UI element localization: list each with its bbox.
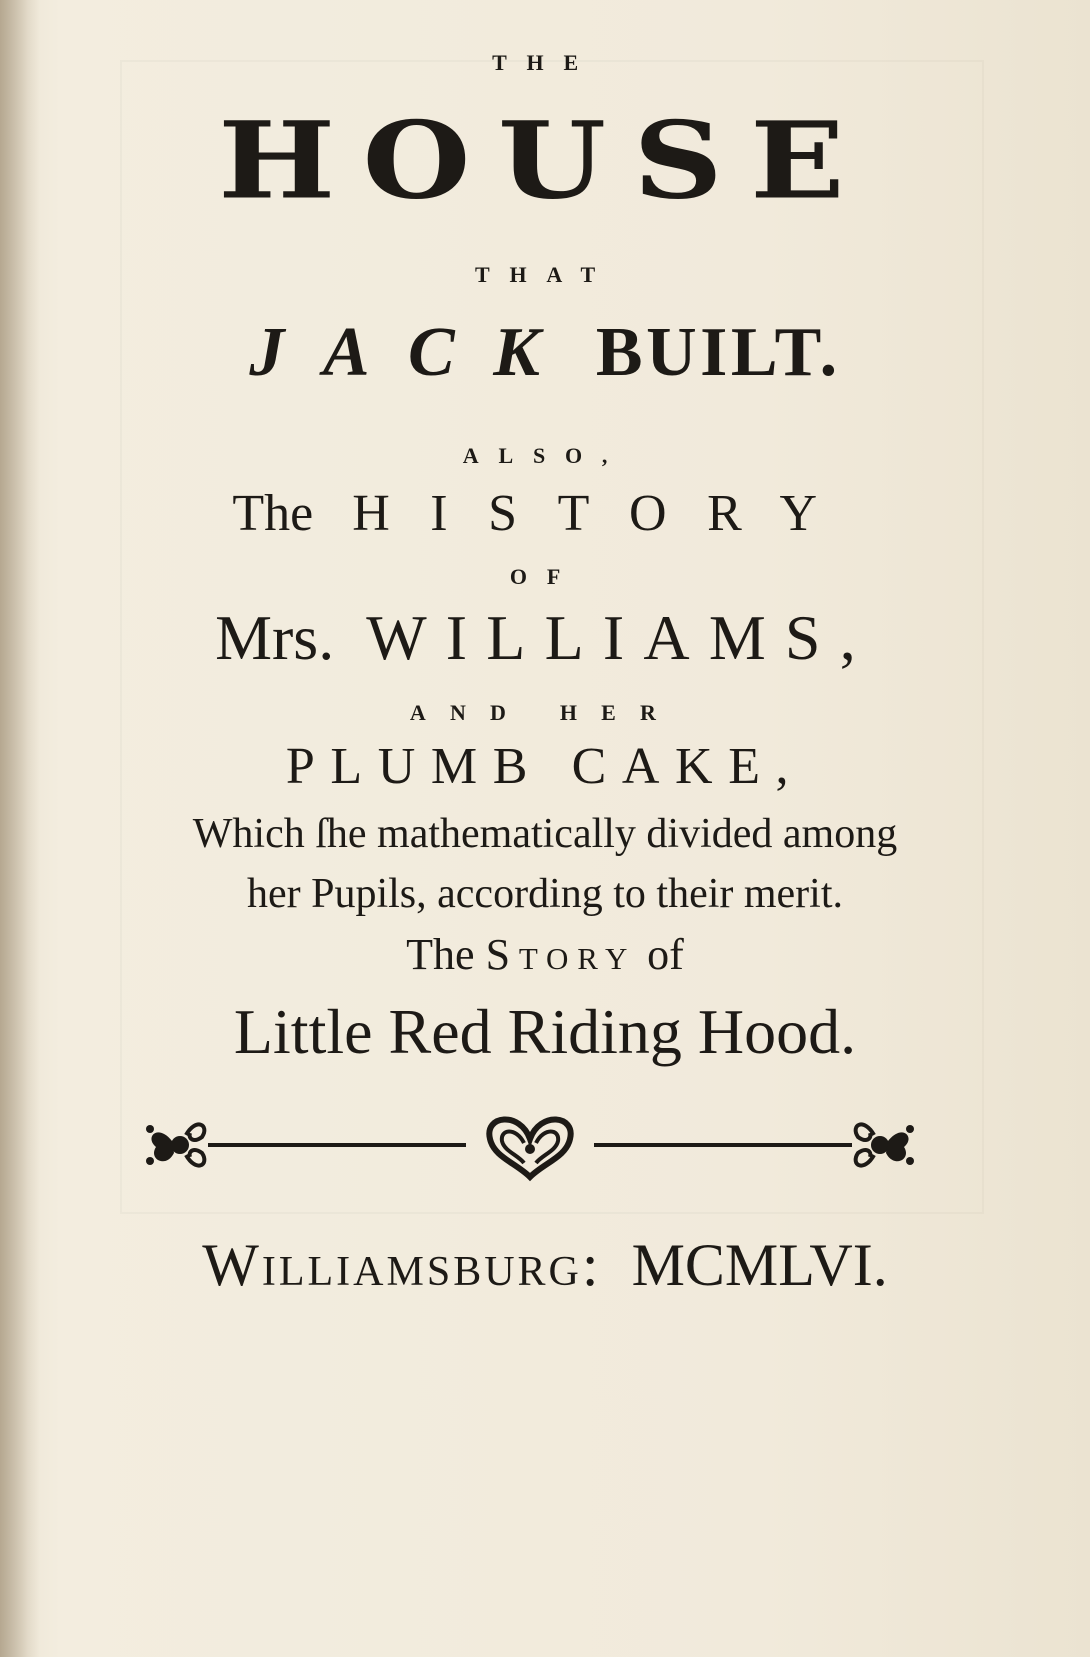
story-prefix: The [406,930,475,979]
that-heading: THAT [475,262,615,287]
the-heading: THE [492,50,598,75]
plumb-cake-heading: PLUMB CAKE, [285,738,805,795]
jack-word: JACK [249,314,579,391]
history-line [0,485,1090,542]
house-heading: HOUSE [218,99,872,224]
and-her-heading: AND HER [409,700,681,725]
story-suffix: of [647,930,684,979]
ornament-rule [140,1105,920,1185]
imprint-year: MCMLVI. [631,1232,888,1298]
williams-prefix: Mrs. [215,602,335,673]
imprint-place: Williamsburg: [202,1232,602,1298]
imprint-line [0,1232,1090,1298]
jack-built-line [0,314,1090,391]
description-line-2: her Pupils, according to their merit. [246,871,844,917]
story-word: Story [485,930,637,979]
of-heading: OF [509,564,581,589]
also-heading: ALSO, [462,443,628,468]
red-riding-hood-heading: Little Red Riding Hood. [233,996,857,1067]
history-word: HISTORY [352,485,858,542]
description-line-1: Which ſhe mathematically divided among [192,811,898,857]
built-word: BUILT. [595,314,841,391]
fleuron-icon [856,1124,914,1165]
williams-word: WILLIAMS, [366,602,875,673]
fleuron-icon [146,1124,204,1165]
williams-line [0,602,1090,673]
history-prefix: The [232,485,314,542]
double-heart-fleuron-icon [489,1119,570,1177]
story-line [0,930,1090,979]
